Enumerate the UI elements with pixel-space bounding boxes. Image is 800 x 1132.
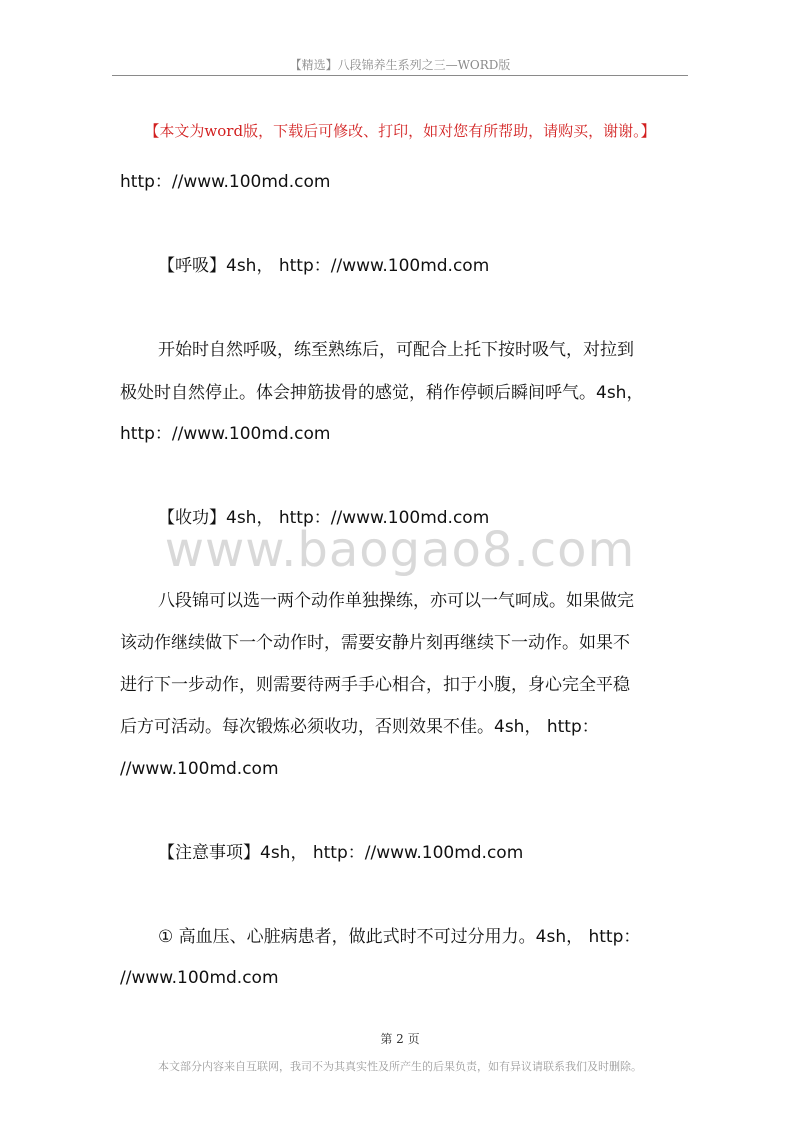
body-line: //www.100md.com <box>120 759 279 779</box>
page-number: 第 2 页 <box>380 1032 420 1046</box>
section-heading-breathing: 【呼吸】4sh， http：//www.100md.com <box>158 256 490 276</box>
body-line: 后方可活动。每次锻炼必须收功，否则效果不佳。4sh， http： <box>120 717 599 737</box>
body-line: http：//www.100md.com <box>120 172 331 192</box>
footer-disclaimer: 本文部分内容来自互联网，我司不为其真实性及所产生的后果负责，如有异议请联系我们及时删除。 <box>158 1060 642 1073</box>
body-line: 极处时自然停止。体会抻筋拔骨的感觉，稍作停顿后瞬间呼气。4sh， <box>120 383 644 403</box>
body-line: ① 高血压、心脏病患者，做此式时不可过分用力。4sh， http： <box>158 927 641 947</box>
document-header-title: 【精选】八段锦养生系列之三—WORD版 <box>289 58 511 72</box>
body-line: 该动作继续做下一个动作时，需要安静片刻再继续下一动作。如果不 <box>120 633 630 653</box>
body-line: 开始时自然呼吸，练至熟练后，可配合上托下按时吸气，对拉到 <box>158 340 634 360</box>
header-divider <box>112 75 688 76</box>
section-heading-closing: 【收功】4sh， http：//www.100md.com <box>158 508 490 528</box>
body-line: http：//www.100md.com <box>120 424 331 444</box>
body-line: 进行下一步动作，则需要待两手手心相合，扣于小腹，身心完全平稳 <box>120 675 630 695</box>
section-heading-precautions: 【注意事项】4sh， http：//www.100md.com <box>158 843 524 863</box>
body-line: 八段锦可以选一两个动作单独操练，亦可以一气呵成。如果做完 <box>158 591 634 611</box>
site-watermark: www.baogao8.com <box>164 522 636 578</box>
purchase-notice: 【本文为word版，下载后可修改、打印，如对您有所帮助，请购买，谢谢。】 <box>144 122 656 140</box>
body-line: //www.100md.com <box>120 968 279 988</box>
